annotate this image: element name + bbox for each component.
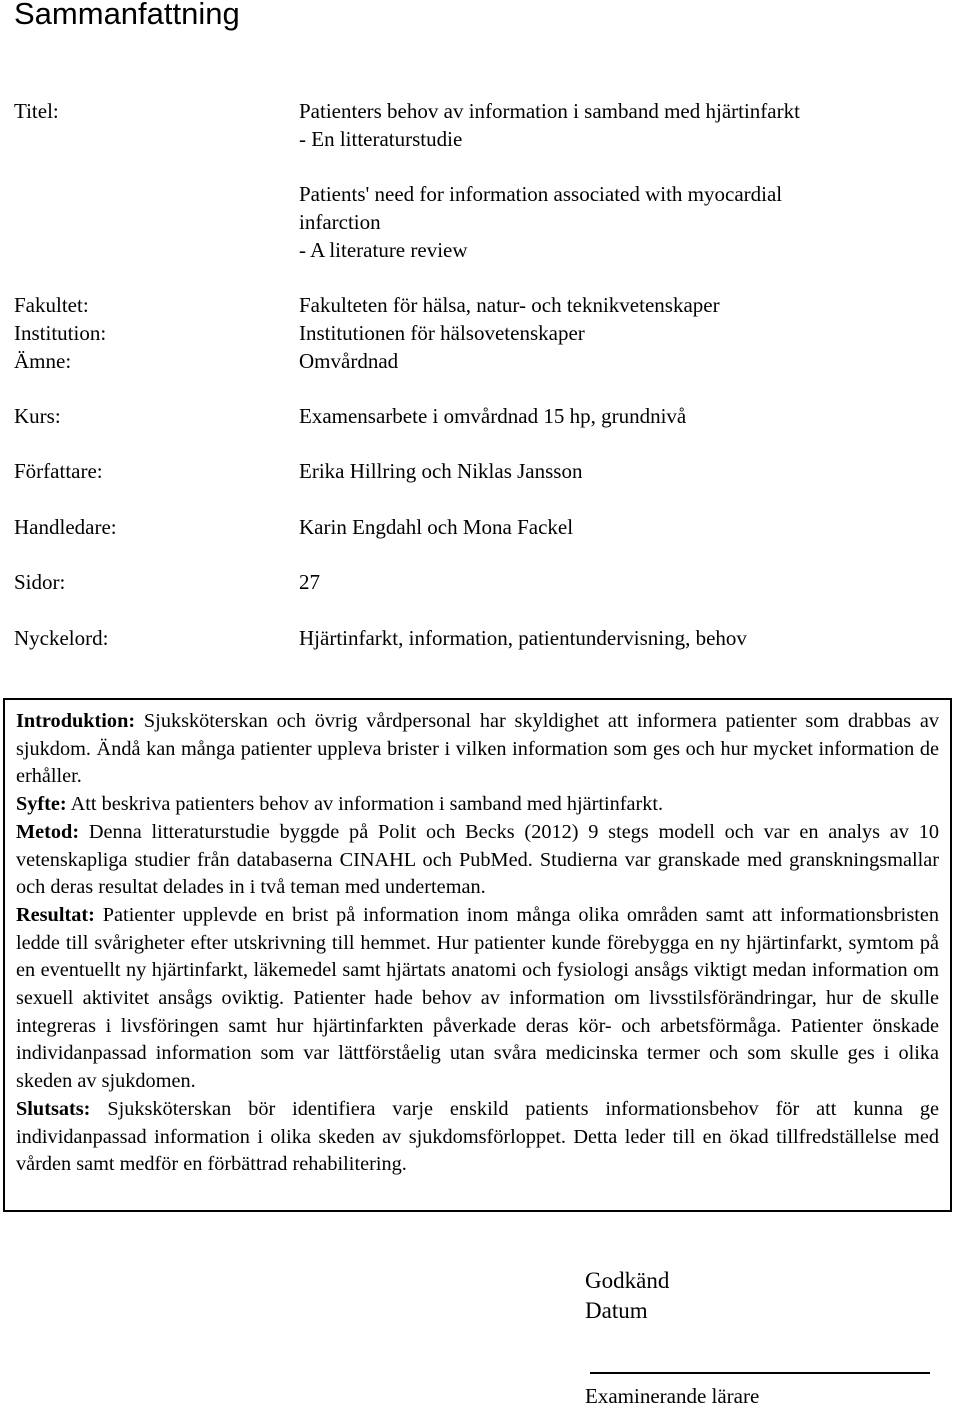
abstract-results: [16, 902, 939, 1096]
approval-block: [585, 1266, 669, 1326]
approved-label: Godkänd: [585, 1268, 670, 1293]
course-label: Kurs:: [14, 404, 61, 428]
title-en-line3: - A literature review: [299, 238, 468, 262]
abstract-method: [16, 819, 939, 902]
authors-value: Erika Hillring och Niklas Jansson: [299, 459, 583, 483]
conclusion-text: Sjuksköterskan bör identifiera varje enskild patients informationsbehov för att kunna ge individanpassad information i olika skeden av sjukdomsförloppet. Detta leder till en ökad tillfredställelse med vården samt medför en förbättrad rehabilitering.: [16, 1097, 939, 1176]
intro-label: Introduktion:: [16, 710, 136, 732]
supervisors-label: Handledare:: [14, 515, 117, 539]
faculty-value: Fakulteten för hälsa, natur- och teknikvetenskaper: [299, 293, 720, 317]
results-text: Patienter upplevde en brist på information inom många olika områden samt att informationsbristen ledde till svårigheter efter utskrivning till hemmet. Hur patienter kunde förebygga en ny hjärtinfarkt, symtom på en eventuellt ny hjärtinfarkt, läkemedel samt hjärtats anatomi och fysiologi ansågs viktigt medan information om sexuell aktivitet ansågs oviktig. Patienter hade behov av information om livsstilsförändringar, hur de skulle integreras i livsföringen samt hur hjärtinfarkten påverkade deras kör- och arbetsförmåga. Patienter önskade individanpassad information som var lättförståelig utan svåra medicinska termer och som skulle ges i olika skeden av sjukdomen.: [16, 903, 939, 1093]
keywords-label: Nyckelord:: [14, 626, 109, 650]
abstract-box: [3, 698, 952, 1212]
institution-label: Institution:: [14, 321, 107, 345]
keywords-value: Hjärtinfarkt, information, patientundervisning, behov: [299, 626, 747, 650]
method-text: Denna litteraturstudie byggde på Polit och Becks (2012) 9 stegs modell och var en analys av 10 vetenskapliga studier från databaserna CINAHL och PubMed. Studierna var granskade med granskningsmallar och deras resultat delades in i två teman med underteman.: [16, 820, 939, 899]
results-label: Resultat:: [16, 903, 95, 926]
intro-text: Sjuksköterskan och övrig vårdpersonal har skyldighet att informera patienter som drabbas av sjukdom. Ändå kan många patienter uppleva brister i vilken information som ges och hur mycket information de erhåller.: [16, 710, 939, 788]
signature-line: [590, 1372, 930, 1374]
title-label: Titel:: [14, 99, 59, 123]
authors-label: Författare:: [14, 459, 103, 483]
examiner-label: Examinerande lärare: [585, 1384, 760, 1408]
title-en-line1: Patients' need for information associated with myocardial: [299, 182, 783, 206]
subject-value: Omvårdnad: [299, 349, 399, 373]
faculty-label: Fakultet:: [14, 293, 89, 317]
pages-label: Sidor:: [14, 570, 66, 594]
course-value: Examensarbete i omvårdnad 15 hp, grundnivå: [299, 404, 687, 428]
abstract-conclusion: [16, 1096, 939, 1179]
title-sv-line2: - En litteraturstudie: [299, 127, 463, 151]
title-en-line2: infarction: [299, 210, 381, 234]
supervisors-value: Karin Engdahl och Mona Fackel: [299, 515, 574, 539]
subject-label: Ämne:: [14, 349, 72, 373]
page-title: Sammanfattning: [14, 0, 240, 31]
institution-value: Institutionen för hälsovetenskaper: [299, 321, 585, 345]
aim-label: Syfte:: [16, 793, 67, 816]
abstract-aim: [16, 791, 939, 819]
abstract-intro: [16, 708, 939, 791]
title-sv-line1: Patienters behov av information i samband med hjärtinfarkt: [299, 99, 800, 123]
pages-value: 27: [299, 570, 320, 594]
conclusion-label: Slutsats:: [16, 1097, 91, 1120]
aim-text: Att beskriva patienters behov av information i samband med hjärtinfarkt.: [66, 793, 664, 816]
date-label: Datum: [585, 1298, 648, 1323]
method-label: Metod:: [16, 820, 80, 843]
